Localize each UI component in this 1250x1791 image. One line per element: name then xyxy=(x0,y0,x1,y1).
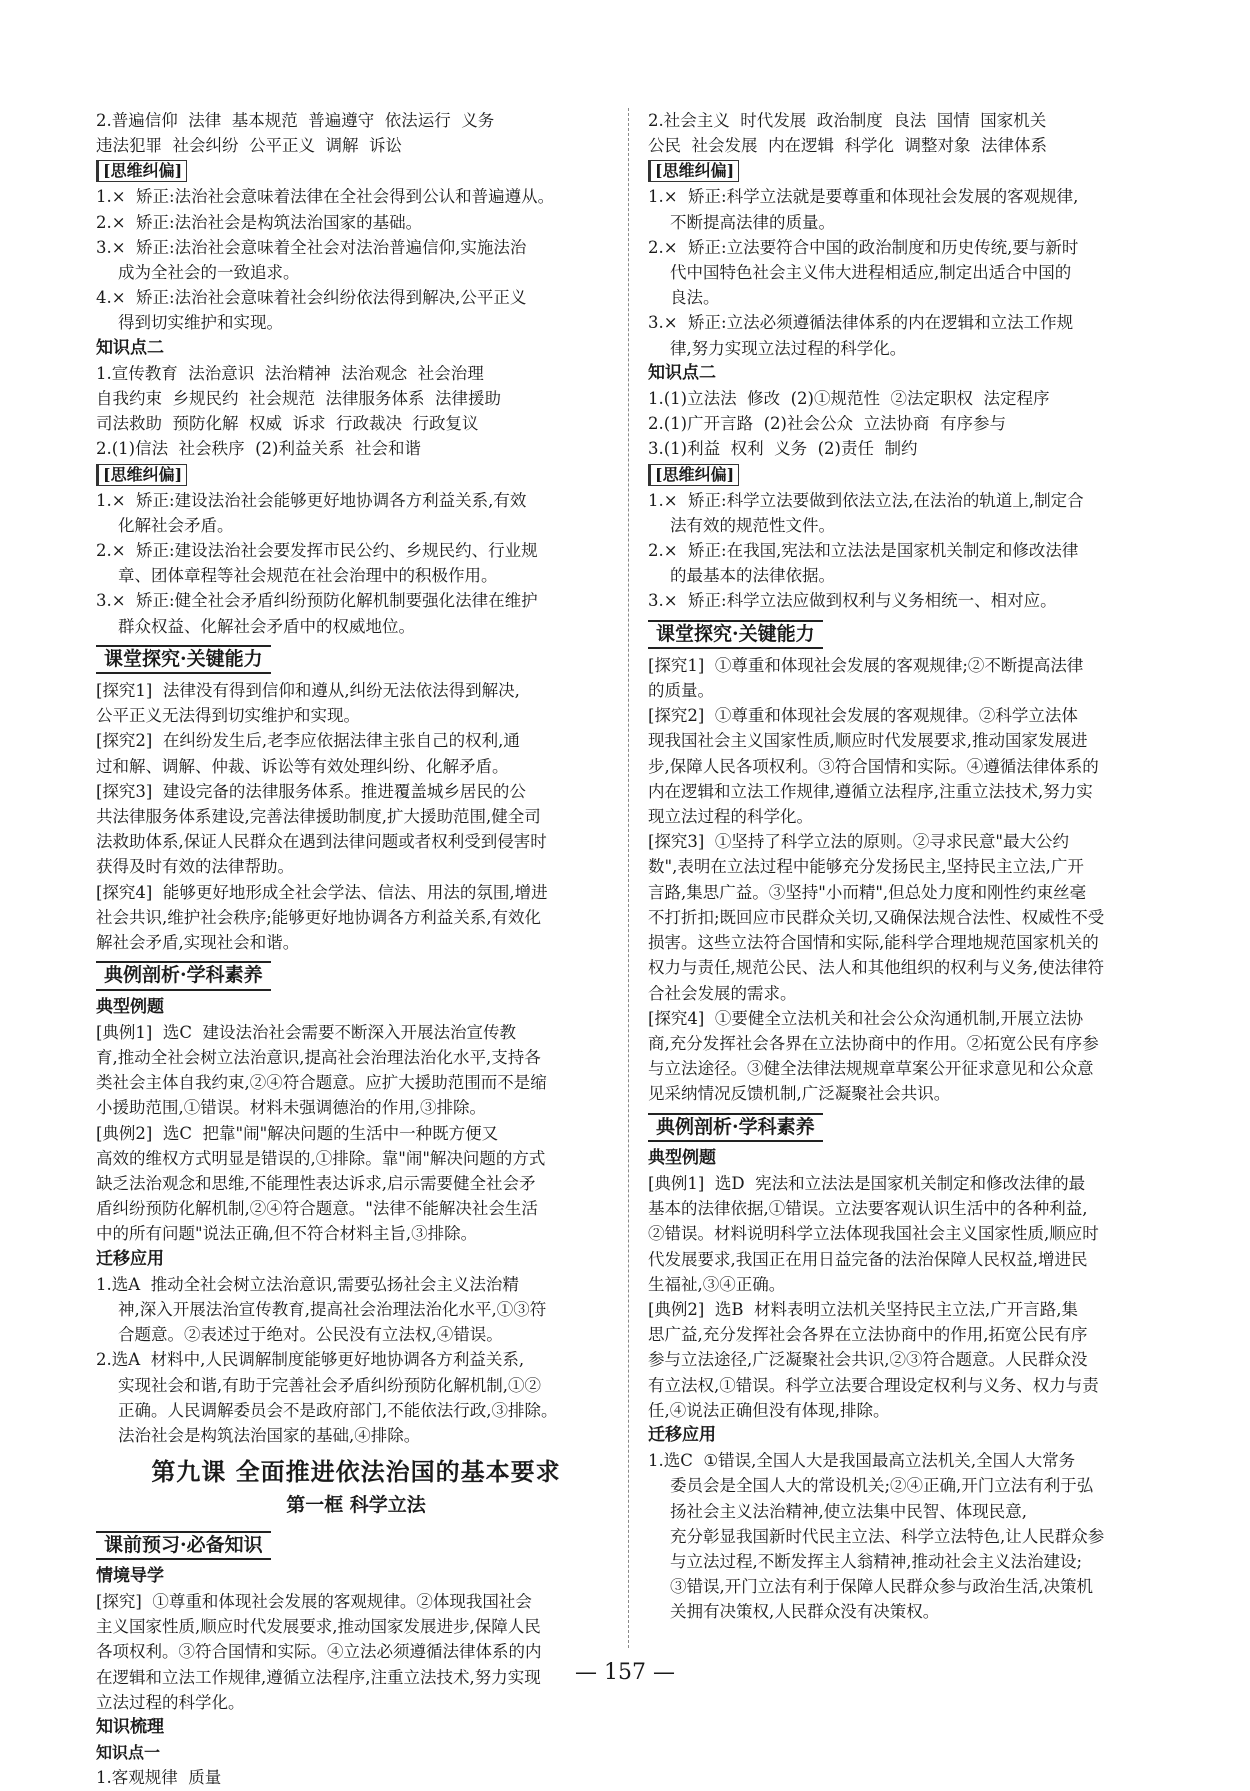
text-line: [探究3] 建设完备的法律服务体系。推进覆盖城乡居民的公 xyxy=(96,781,526,801)
text-line: 合题意。②表述过于绝对。公民没有立法权,④错误。 xyxy=(118,1325,503,1345)
left-column xyxy=(96,108,616,1791)
text-line: 与立法过程,不断发挥主人翁精神,推动社会主义法治建设; xyxy=(670,1551,1083,1571)
text-line: [探究4] 能够更好地形成全社会学法、信法、用法的氛围,增进 xyxy=(96,882,548,902)
subsection-heading: 迁移应用 xyxy=(96,1248,164,1269)
text-line: 代中国特色社会主义伟大进程相适应,制定出适合中国的 xyxy=(670,263,1072,283)
text-line: 育,推动全社会树立法治意识,提高社会治理法治化水平,支持各 xyxy=(96,1047,541,1067)
text-line: 法有效的规范性文件。 xyxy=(670,515,835,535)
left-apply-list xyxy=(96,1272,616,1448)
text-line: 3.× 矫正:健全社会矛盾纠纷预防化解机制要强化法律在维护 xyxy=(96,591,538,611)
text-line: 法治社会是构筑法治国家的基础,④排除。 xyxy=(118,1425,421,1445)
text-line: 现立法过程的科学化。 xyxy=(648,807,813,827)
text-line: 神,深入开展法治宣传教育,提高社会治理法治化水平,①③符 xyxy=(118,1299,547,1319)
text-line: 代发展要求,我国正在用日益完备的法治保障人民权益,增进民 xyxy=(648,1249,1088,1269)
text-line: 实现社会和谐,有助于完善社会矛盾纠纷预防化解机制,①② xyxy=(118,1375,541,1395)
right-explore-list xyxy=(648,653,1158,1107)
text-line: 权力与责任,规范公民、法人和其他组织的权利与义务,使法律符 xyxy=(648,958,1104,978)
text-line: 正确。人民调解委员会不是政府部门,不能依法行政,③排除。 xyxy=(118,1400,558,1420)
text-line: 1.× 矫正:科学立法要做到依法立法,在法治的轨道上,制定合 xyxy=(648,490,1084,510)
text-line: 数",表明在立法过程中能够充分发扬民主,坚持民主立法,广开 xyxy=(648,857,1084,877)
text-line: 生福祉,③④正确。 xyxy=(648,1274,786,1294)
text-line: 言路,集思广益。③坚持"小而精",但总处力度和刚性约束丝毫 xyxy=(648,882,1087,902)
text-line: 律,努力实现立法过程的科学化。 xyxy=(670,338,907,358)
text-line: 现我国社会主义国家性质,顺应时代发展要求,推动国家发展进 xyxy=(648,731,1088,751)
text-line: 化解社会矛盾。 xyxy=(118,515,234,535)
text-line: 的最基本的法律依据。 xyxy=(670,566,835,586)
subsection-heading: 典型例题 xyxy=(96,996,164,1017)
text-line: 充分彰显我国新时代民主立法、科学立法特色,让人民群众参 xyxy=(670,1526,1105,1546)
text-line: 立法过程的科学化。 xyxy=(96,1692,245,1712)
text-line: 4.× 矫正:法治社会意味着社会纠纷依法得到解决,公平正义 xyxy=(96,288,527,308)
text-line: 高效的维权方式明显是错误的,①排除。靠"闹"解决问题的方式 xyxy=(96,1148,546,1168)
text-line: 在逻辑和立法工作规律,遵循立法程序,注重立法技术,努力实现 xyxy=(96,1667,541,1687)
text-line: 扬社会主义法治精神,使立法集中民智、体现民意, xyxy=(670,1501,1027,1521)
text-line: 2.× 矫正:在我国,宪法和立法法是国家机关制定和修改法律 xyxy=(648,541,1079,561)
text-line: 见采纳情况反馈机制,广泛凝聚社会共识。 xyxy=(648,1084,951,1104)
text-line: 有立法权,①错误。科学立法要合理设定权利与义务、权力与责 xyxy=(648,1375,1099,1395)
page-number: — 157 — xyxy=(575,1660,675,1685)
text-line: 3.× 矫正:法治社会意味着全社会对法治普遍信仰,实施法治 xyxy=(96,237,527,257)
text-line: 公民 社会发展 内在逻辑 科学化 调整对象 法律体系 xyxy=(648,136,1047,156)
right-column xyxy=(648,108,1158,1625)
section-heading: 典例剖析·学科素养 xyxy=(648,1113,823,1142)
right-think-list-2 xyxy=(648,488,1158,614)
text-line: 获得及时有效的法律帮助。 xyxy=(96,857,294,877)
text-line: 成为全社会的一致追求。 xyxy=(118,263,300,283)
text-line: 任,④说法正确但没有体现,排除。 xyxy=(648,1400,890,1420)
section-heading: 课堂探究·关键能力 xyxy=(648,620,823,649)
text-line: [典例2] 选B 材料表明立法机关坚持民主立法,广开言路,集 xyxy=(648,1299,1078,1319)
section-heading: 课前预习·必备知识 xyxy=(96,1531,271,1560)
text-line: 3.× 矫正:科学立法应做到权利与义务相统一、相对应。 xyxy=(648,591,1057,611)
text-line: 与立法途径。③健全法律法规规章草案公开征求意见和公众意 xyxy=(648,1059,1094,1079)
text-line: [探究2] 在纠纷发生后,老李应依据法律主张自己的权利,通 xyxy=(96,731,520,751)
text-line: 章、团体章程等社会规范在社会治理中的积极作用。 xyxy=(118,566,498,586)
think-correct-tag: [思维纠偏] xyxy=(648,160,739,182)
text-line: 小援助范围,①错误。材料未强调德治的作用,③排除。 xyxy=(96,1098,486,1118)
text-line: [探究3] ①坚持了科学立法的原则。②寻求民意"最大公约 xyxy=(648,832,1069,852)
text-line: 1.选C ①错误,全国人大是我国最高立法机关,全国人大常务 xyxy=(648,1451,1076,1471)
text-line: 2.(1)信法 社会秩序 (2)利益关系 社会和谐 xyxy=(96,439,421,459)
left-explore-list xyxy=(96,678,616,955)
text-line: 1.客观规律 质量 xyxy=(96,1768,222,1788)
subsection-heading: 知识梳理 xyxy=(96,1716,164,1737)
text-line: 盾纠纷预防化解机制,②④符合题意。"法律不能解决社会生活 xyxy=(96,1199,538,1219)
section-heading: 课堂探究·关键能力 xyxy=(96,645,271,674)
text-line: 参与立法途径,广泛凝聚社会共识,②③符合题意。人民群众没 xyxy=(648,1350,1088,1370)
subsection-heading: 迁移应用 xyxy=(648,1424,716,1445)
text-line: 1.(1)立法法 修改 (2)①规范性 ②法定职权 法定程序 xyxy=(648,389,1050,409)
text-line: 3.(1)利益 权利 义务 (2)责任 制约 xyxy=(648,439,918,459)
subsection-heading: 典型例题 xyxy=(648,1147,716,1168)
left-think-list-1 xyxy=(96,184,616,335)
text-line: 2.× 矫正:建设法治社会要发挥市民公约、乡规民约、行业规 xyxy=(96,541,538,561)
text-line: 司法救助 预防化解 权威 诉求 行政裁决 行政复议 xyxy=(96,414,479,434)
text-line: 损害。这些立法符合国情和实际,能科学合理地规范国家机关的 xyxy=(648,933,1099,953)
text-line: 群众权益、化解社会矛盾中的权威地位。 xyxy=(118,616,415,636)
text-line: 基本的法律依据,①错误。立法要客观认识生活中的各种利益, xyxy=(648,1199,1088,1219)
section-heading: 典例剖析·学科素养 xyxy=(96,961,271,990)
text-line: 合社会发展的需求。 xyxy=(648,983,797,1003)
text-line: 关拥有决策权,人民群众没有决策权。 xyxy=(670,1602,940,1622)
text-line: 法救助体系,保证人民群众在遇到法律问题或者权利受到侵害时 xyxy=(96,832,547,852)
lesson-title: 第九课 全面推进依法治国的基本要求 xyxy=(151,1458,561,1487)
text-line: 3.× 矫正:立法必须遵循法律体系的内在逻辑和立法工作规 xyxy=(648,313,1074,333)
left-keywords-2 xyxy=(96,361,616,462)
text-line: 缺乏法治观念和思维,不能理性表达诉求,启示需要健全社会矛 xyxy=(96,1173,536,1193)
text-line: 解社会矛盾,实现社会和谐。 xyxy=(96,933,300,953)
text-line: 各项权利。③符合国情和实际。④立法必须遵循法律体系的内 xyxy=(96,1642,542,1662)
right-think-list-1 xyxy=(648,184,1158,360)
right-keywords-2 xyxy=(648,386,1158,462)
text-line: 自我约束 乡规民约 社会规范 法律服务体系 法律援助 xyxy=(96,389,501,409)
text-line: 2.社会主义 时代发展 政治制度 良法 国情 国家机关 xyxy=(648,111,1047,130)
text-line: 1.× 矫正:科学立法就是要尊重和体现社会发展的客观规律, xyxy=(648,187,1079,207)
text-line: 内在逻辑和立法工作规律,遵循立法程序,注重立法技术,努力实 xyxy=(648,781,1093,801)
text-line: 思广益,充分发挥社会各界在立法协商中的作用,拓宽公民有序 xyxy=(648,1325,1088,1345)
text-line: 1.× 矫正:法治社会意味着法律在全社会得到公认和普遍遵从。 xyxy=(96,187,555,207)
text-line: 主义国家性质,顺应时代发展要求,推动国家发展进步,保障人民 xyxy=(96,1617,541,1637)
text-line: 公平正义无法得到切实维护和实现。 xyxy=(96,706,360,726)
left-typical-list xyxy=(96,1020,616,1247)
text-line: 违法犯罪 社会纠纷 公平正义 调解 诉讼 xyxy=(96,136,402,156)
text-line: [典例2] 选C 把靠"闹"解决问题的生活中一种既方便又 xyxy=(96,1123,499,1143)
think-correct-tag: [思维纠偏] xyxy=(648,464,739,486)
text-line: 委员会是全国人大的常设机关;②④正确,开门立法有利于弘 xyxy=(670,1476,1094,1496)
text-line: 得到切实维护和实现。 xyxy=(118,313,283,333)
text-line: [典例1] 选C 建设法治社会需要不断深入开展法治宣传教 xyxy=(96,1022,516,1042)
text-line: 2.选A 材料中,人民调解制度能够更好地协调各方利益关系, xyxy=(96,1350,525,1370)
left-think-list-2 xyxy=(96,488,616,639)
text-line: 社会共识,维护社会秩序;能够更好地协调各方利益关系,有效化 xyxy=(96,907,542,927)
left-context-list xyxy=(96,1589,616,1715)
text-line: 过和解、调解、仲裁、诉讼等有效处理纠纷、化解矛盾。 xyxy=(96,756,509,776)
text-line: ②错误。材料说明科学立法体现我国社会主义国家性质,顺应时 xyxy=(648,1224,1099,1244)
text-line: 2.(1)广开言路 (2)社会公众 立法协商 有序参与 xyxy=(648,414,1006,434)
text-line: 中的所有问题"说法正确,但不符合材料主旨,③排除。 xyxy=(96,1224,478,1244)
text-line: 1.× 矫正:建设法治社会能够更好地协调各方利益关系,有效 xyxy=(96,490,527,510)
text-line: [探究1] ①尊重和体现社会发展的客观规律;②不断提高法律 xyxy=(648,655,1084,675)
text-line: 良法。 xyxy=(670,288,720,308)
text-line: 共法律服务体系建设,完善法律援助制度,扩大援助范围,健全司 xyxy=(96,807,541,827)
text-line: [探究2] ①尊重和体现社会发展的客观规律。②科学立法体 xyxy=(648,706,1078,726)
text-line: [探究1] 法律没有得到信仰和遵从,纠纷无法依法得到解决, xyxy=(96,681,520,701)
column-divider xyxy=(628,108,629,1648)
text-line: 类社会主体自我约束,②④符合题意。应扩大援助范围而不是缩 xyxy=(96,1073,547,1093)
text-line: 1.宣传教育 法治意识 法治精神 法治观念 社会治理 xyxy=(96,363,484,383)
text-line: [探究4] ①要健全立法机关和社会公众沟通机制,开展立法协 xyxy=(648,1008,1084,1028)
text-line: 的质量。 xyxy=(648,681,714,701)
text-line: 2.× 矫正:法治社会是构筑法治国家的基础。 xyxy=(96,212,423,232)
text-line: 2.普遍信仰 法律 基本规范 普遍遵守 依法运行 义务 xyxy=(96,111,495,130)
think-correct-tag: [思维纠偏] xyxy=(96,160,187,182)
text-line: [探究] ①尊重和体现社会发展的客观规律。②体现我国社会 xyxy=(96,1591,532,1611)
think-correct-tag: [思维纠偏] xyxy=(96,464,187,486)
text-line: 不断提高法律的质量。 xyxy=(670,212,835,232)
frame-title: 第一框 科学立法 xyxy=(286,1494,426,1517)
text-line: 2.× 矫正:立法要符合中国的政治制度和历史传统,要与新时 xyxy=(648,237,1079,257)
text-line: ③错误,开门立法有利于保障人民群众参与政治生活,决策机 xyxy=(670,1577,1093,1597)
knowledge-point-heading: 知识点二 xyxy=(96,337,164,358)
right-typical-list xyxy=(648,1171,1158,1423)
right-apply-list xyxy=(648,1448,1158,1624)
text-line: [典例1] 选D 宪法和立法法是国家机关制定和修改法律的最 xyxy=(648,1173,1086,1193)
knowledge-point-heading: 知识点一 xyxy=(96,1743,161,1763)
text-line: 步,保障人民各项权利。③符合国情和实际。④遵循法律体系的 xyxy=(648,756,1099,776)
knowledge-point-heading: 知识点二 xyxy=(648,362,716,383)
text-line: 商,充分发挥社会各界在立法协商中的作用。②拓宽公民有序参 xyxy=(648,1033,1099,1053)
text-line: 不打折扣;既回应市民群众关切,又确保法规合法性、权威性不受 xyxy=(648,907,1105,927)
subsection-heading: 情境导学 xyxy=(96,1565,164,1586)
left-keywords-1 xyxy=(96,108,616,158)
right-keywords-1 xyxy=(648,108,1158,158)
text-line: 1.选A 推动全社会树立法治意识,需要弘扬社会主义法治精 xyxy=(96,1274,519,1294)
